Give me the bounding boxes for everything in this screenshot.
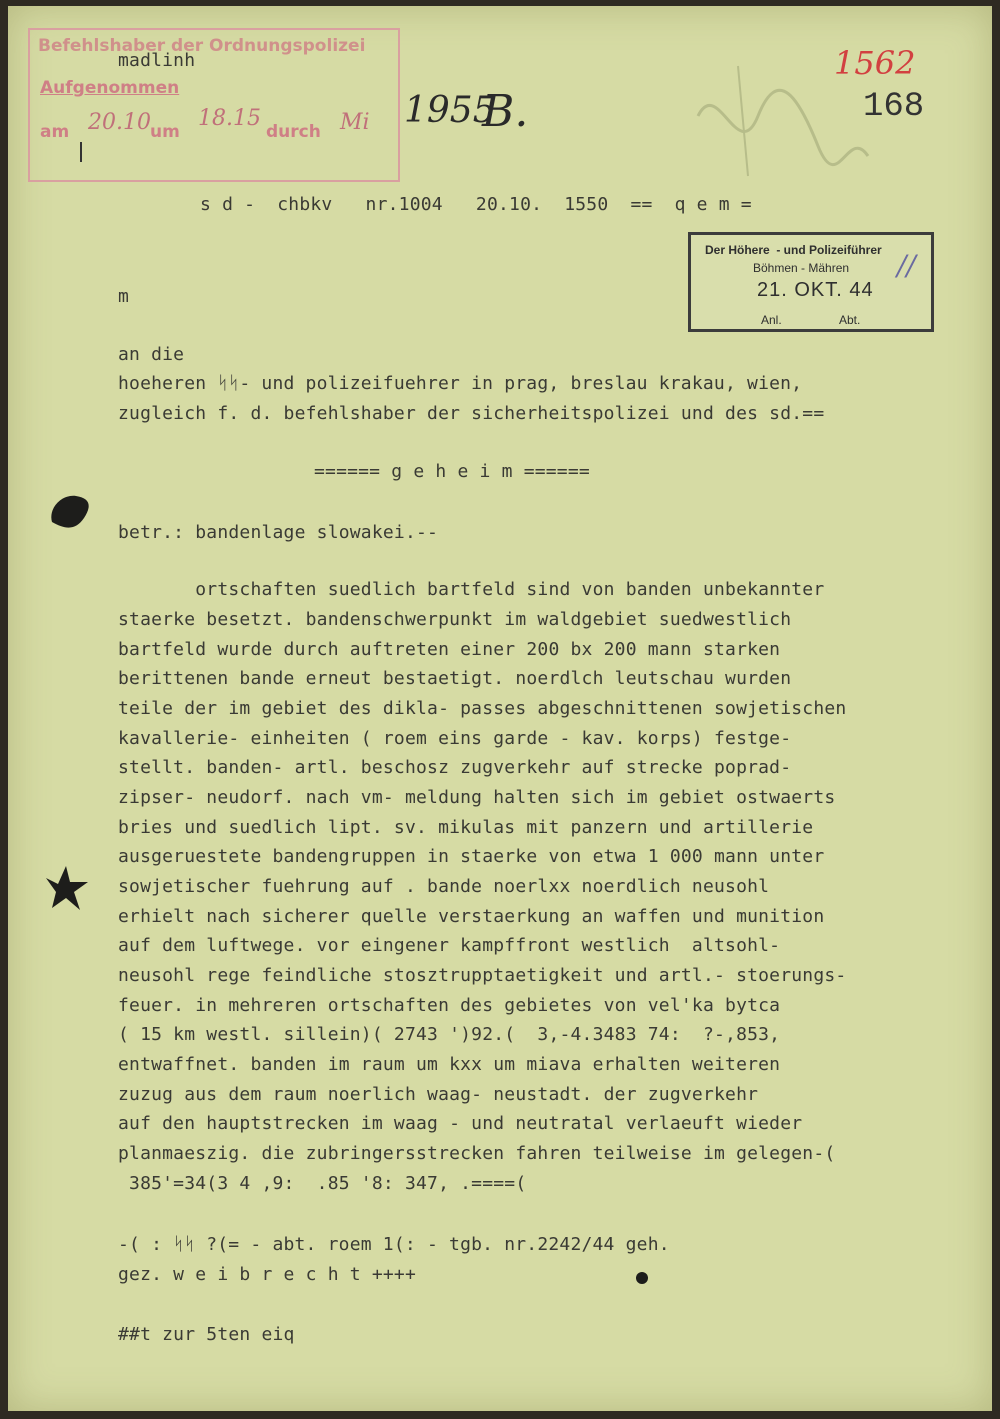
- transmission-header: s d - chbkv nr.1004 20.10. 1550 == q e m =: [200, 194, 752, 215]
- stamp-label-am: am: [40, 122, 70, 142]
- ink-splatter-icon: [36, 858, 94, 916]
- body-line: 385'=34(3 4 ,9: .85 '8: 347, .====(: [118, 1173, 527, 1194]
- sender-code: madlinh: [118, 50, 196, 71]
- body-line: zipser- neudorf. nach vm- meldung halten sich im gebiet ostwaerts: [118, 787, 836, 808]
- stamp-pin-mark: [80, 142, 82, 162]
- footer-line: ##t zur 5ten eiq: [118, 1324, 295, 1345]
- address-line: an die: [118, 344, 185, 365]
- recipient-marker: m: [118, 286, 130, 307]
- body-line: feuer. in mehreren ortschaften des gebietes von vel'ka bytca: [118, 995, 781, 1016]
- stamp-authority-text: Befehlshaber der Ordnungspolizei: [38, 36, 366, 56]
- stamp-region: Böhmen - Mähren: [753, 261, 850, 275]
- reference-line: -( : ᛋᛋ ?(= - abt. roem 1(: - tgb. nr.2242/44 geh.: [118, 1234, 670, 1255]
- body-line: ( 15 km westl. sillein)( 2743 ')92.( 3,-4.3483 74: ?-,853,: [118, 1024, 781, 1045]
- address-line: zugleich f. d. befehlshaber der sicherheitspolizei und des sd.==: [118, 403, 825, 424]
- subject-line: betr.: bandenlage slowakei.--: [118, 522, 439, 543]
- stamp-received-text: Aufgenommen: [40, 78, 180, 98]
- body-line: bartfeld wurde durch auftreten einer 200 bx 200 mann starken: [118, 639, 781, 660]
- body-line: neusohl rege feindliche stosztrupptaetigkeit und artl.- stoerungs-: [118, 965, 847, 986]
- signature-line: gez. w e i b r e c h t ++++: [118, 1264, 416, 1285]
- document-page: [8, 6, 992, 1411]
- body-line: teile der im gebiet des dikla- passes abgeschnittenen sowjetischen: [118, 698, 847, 719]
- body-line: planmaeszig. die zubringersstrecken fahren teilweise im gelegen-(: [118, 1143, 836, 1164]
- red-archive-number: 1562: [834, 44, 916, 82]
- classification-line: ====== g e h e i m ======: [314, 461, 590, 482]
- stamp-initials-icon: //: [897, 249, 916, 282]
- reception-stamp: [28, 28, 400, 182]
- page-number: 168: [863, 88, 925, 126]
- handwritten-number: 1955: [404, 90, 496, 131]
- ink-dot-icon: [632, 1268, 652, 1288]
- stamp-authority: Der Höhere - und Polizeiführer: [705, 243, 882, 257]
- body-line: ortschaften suedlich bartfeld sind von banden unbekannter: [118, 579, 825, 600]
- body-line: staerke besetzt. bandenschwerpunkt im waldgebiet suedwestlich: [118, 609, 792, 630]
- body-line: bries und suedlich lipt. sv. mikulas mit panzern und artillerie: [118, 817, 814, 838]
- receipt-stamp: [688, 232, 934, 332]
- body-line: auf den hauptstrecken im waag - und neutratal verlaeuft wieder: [118, 1113, 803, 1134]
- handwritten-letter: B.: [482, 86, 529, 137]
- stamp-abt: Abt.: [839, 313, 861, 327]
- body-line: sowjetischer fuehrung auf . bande noerlxx noerdlich neusohl: [118, 876, 770, 897]
- stamp-anl: Anl.: [761, 313, 782, 327]
- ink-blot-icon: [44, 486, 94, 536]
- address-line: hoeheren ᛋᛋ- und polizeifuehrer in prag, breslau krakau, wien,: [118, 373, 803, 394]
- body-line: zuzug aus dem raum noerlich waag- neustadt. der zugverkehr: [118, 1084, 759, 1105]
- stamp-value-um: 18.15: [198, 106, 261, 131]
- stamp-value-am: 20.10: [88, 110, 151, 135]
- stamp-date: 21. OKT. 44: [757, 279, 874, 301]
- pencil-annotation-icon: [678, 56, 878, 186]
- body-line: berittenen bande erneut bestaetigt. noerdlch leutschau wurden: [118, 668, 792, 689]
- body-line: ausgeruestete bandengruppen in staerke von etwa 1 000 mann unter: [118, 846, 825, 867]
- stamp-label-um: um: [150, 122, 180, 142]
- body-line: kavallerie- einheiten ( roem eins garde - kav. korps) festge-: [118, 728, 792, 749]
- stamp-label-durch: durch: [266, 122, 321, 142]
- body-line: stellt. banden- artl. beschosz zugverkehr auf strecke poprad-: [118, 757, 792, 778]
- body-line: entwaffnet. banden im raum um kxx um miava erhalten weiteren: [118, 1054, 781, 1075]
- body-line: auf dem luftwege. vor eingener kampffront westlich altsohl-: [118, 935, 781, 956]
- stamp-value-durch: Mi: [340, 110, 370, 135]
- body-line: erhielt nach sicherer quelle verstaerkung an waffen und munition: [118, 906, 825, 927]
